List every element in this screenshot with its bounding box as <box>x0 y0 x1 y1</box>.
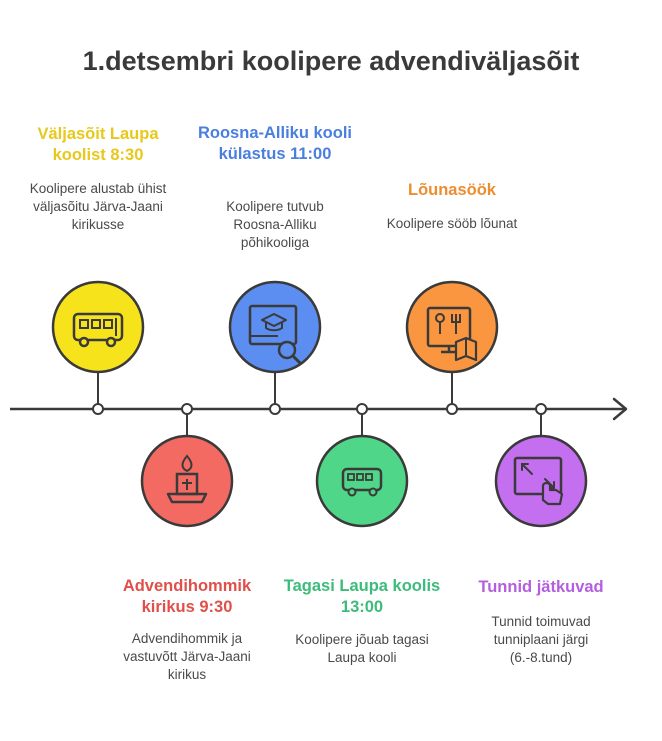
timeline-node-1 <box>93 404 103 414</box>
event-4-label: Tagasi Laupa koolis 13:00 <box>283 577 441 616</box>
timeline-node-2 <box>182 404 192 414</box>
event-3-label: Roosna-Alliku kooli külastus 11:00 <box>197 124 352 163</box>
event-6-description: Tunnid toimuvad tunniplaani järgi (6.-8.tund) <box>491 614 591 665</box>
event-1-label: Väljasõit Laupa koolist 8:30 <box>37 125 159 164</box>
candle-icon <box>142 436 232 526</box>
timeline-node-3 <box>270 404 280 414</box>
timeline-node-6 <box>536 404 546 414</box>
bus-icon <box>317 436 407 526</box>
timeline-node-4 <box>357 404 367 414</box>
event-2-description: Advendihommik ja vastuvõtt Järva-Jaani kirikus <box>123 631 251 682</box>
event-4-description: Koolipere jõuab tagasi Laupa kooli <box>295 632 429 665</box>
diagram-title: 1.detsembri koolipere advendiväljasõit <box>82 46 580 76</box>
timeline-node-5 <box>447 404 457 414</box>
event-2-label: Advendihommik kirikus 9:30 <box>122 577 252 616</box>
event-5-label: Lõunasöök <box>407 181 496 199</box>
lunch-menu-icon <box>407 282 497 372</box>
event-6-label: Tunnid jätkuvad <box>478 578 604 596</box>
event-5-description: Koolipere sööb lõunat <box>386 216 518 231</box>
bus-icon <box>53 282 143 372</box>
event-3-description: Koolipere tutvub Roosna-Alliku põhikooliga <box>226 199 324 250</box>
school-search-icon <box>230 282 320 372</box>
touch-screen-icon <box>496 436 586 526</box>
event-1-description: Koolipere alustab ühist väljasõitu Järva-Jaani kirikusse <box>29 181 167 232</box>
